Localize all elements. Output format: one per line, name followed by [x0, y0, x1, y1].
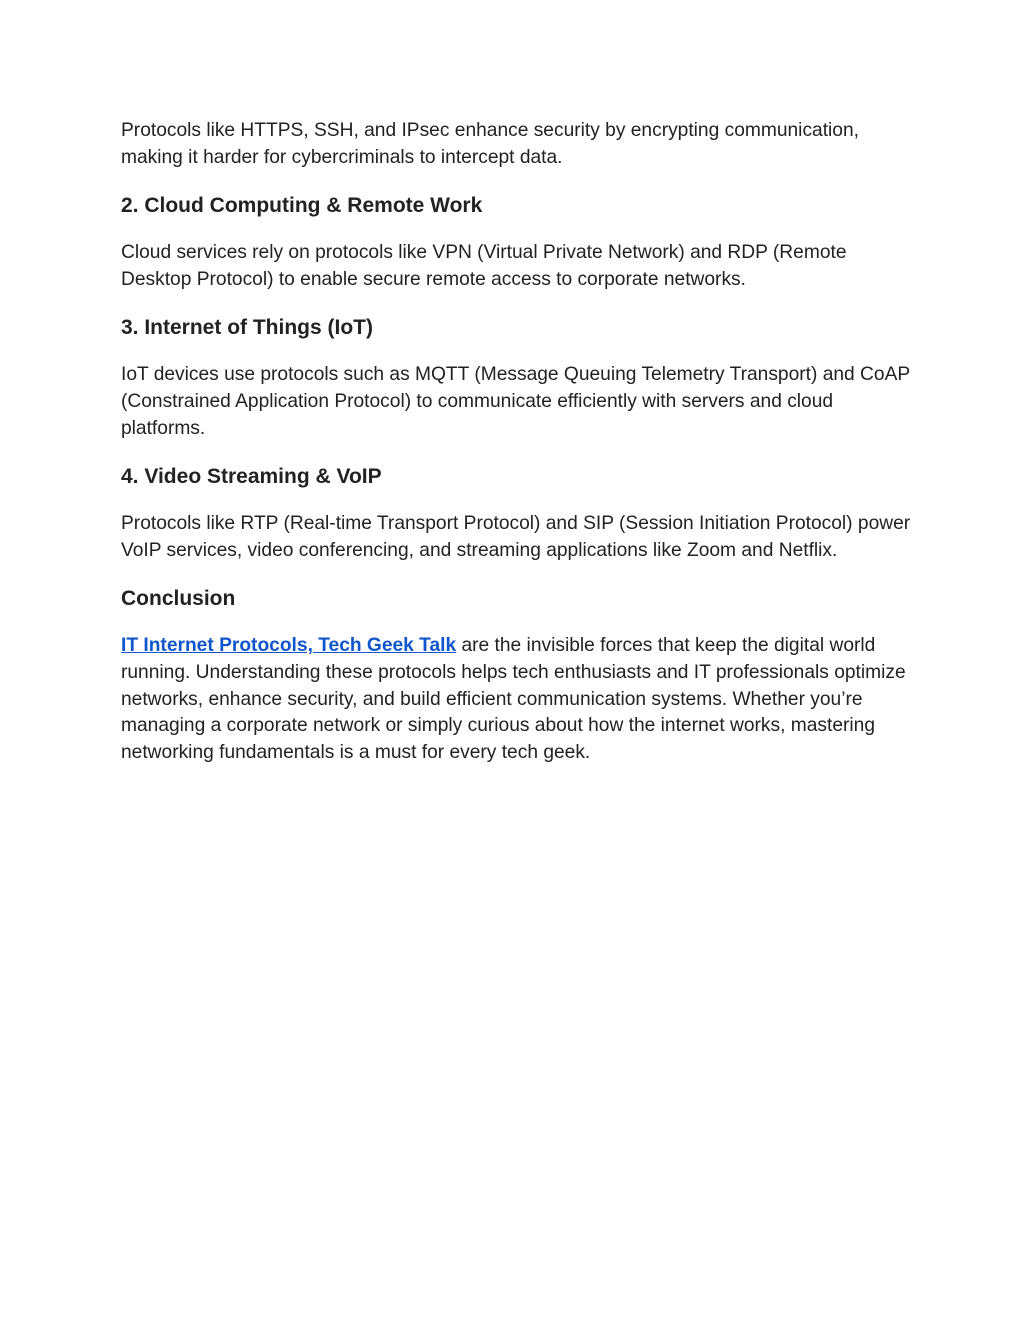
- document-page: [121, 118, 911, 766]
- paragraph-video-streaming: Protocols like RTP (Real-time Transport Protocol) and SIP (Session Initiation Protocol) power VoIP services, video conferencing, and streaming applications like Zoom and Netflix.: [121, 513, 911, 561]
- conclusion-text: are the invisible forces that keep the digital world running. Understanding these protocols helps tech enthusiasts and IT professionals optimize networks, enhance security, and build efficient communication systems. Whether you’re managing a corporate network or simply curious about how the internet works, mastering networking fundamentals is a must for every tech geek.: [121, 635, 906, 763]
- tech-geek-talk-link[interactable]: IT Internet Protocols, Tech Geek Talk: [121, 635, 457, 657]
- heading-video-streaming: 4. Video Streaming & VoIP: [121, 465, 382, 489]
- heading-cloud-computing: 2. Cloud Computing & Remote Work: [121, 194, 483, 218]
- heading-iot: 3. Internet of Things (IoT): [121, 316, 373, 340]
- paragraph-cloud-computing: Cloud services rely on protocols like VPN (Virtual Private Network) and RDP (Remote Desktop Protocol) to enable secure remote access to corporate networks.: [121, 242, 847, 290]
- paragraph-conclusion: [121, 633, 911, 766]
- paragraph-iot: IoT devices use protocols such as MQTT (Message Queuing Telemetry Transport) and CoAP (Constrained Application Protocol) to communicate efficiently with servers and cloud platforms.: [121, 364, 910, 439]
- heading-conclusion: Conclusion: [121, 587, 236, 611]
- intro-paragraph: Protocols like HTTPS, SSH, and IPsec enhance security by encrypting communication, making it harder for cybercriminals to intercept data.: [121, 120, 859, 168]
